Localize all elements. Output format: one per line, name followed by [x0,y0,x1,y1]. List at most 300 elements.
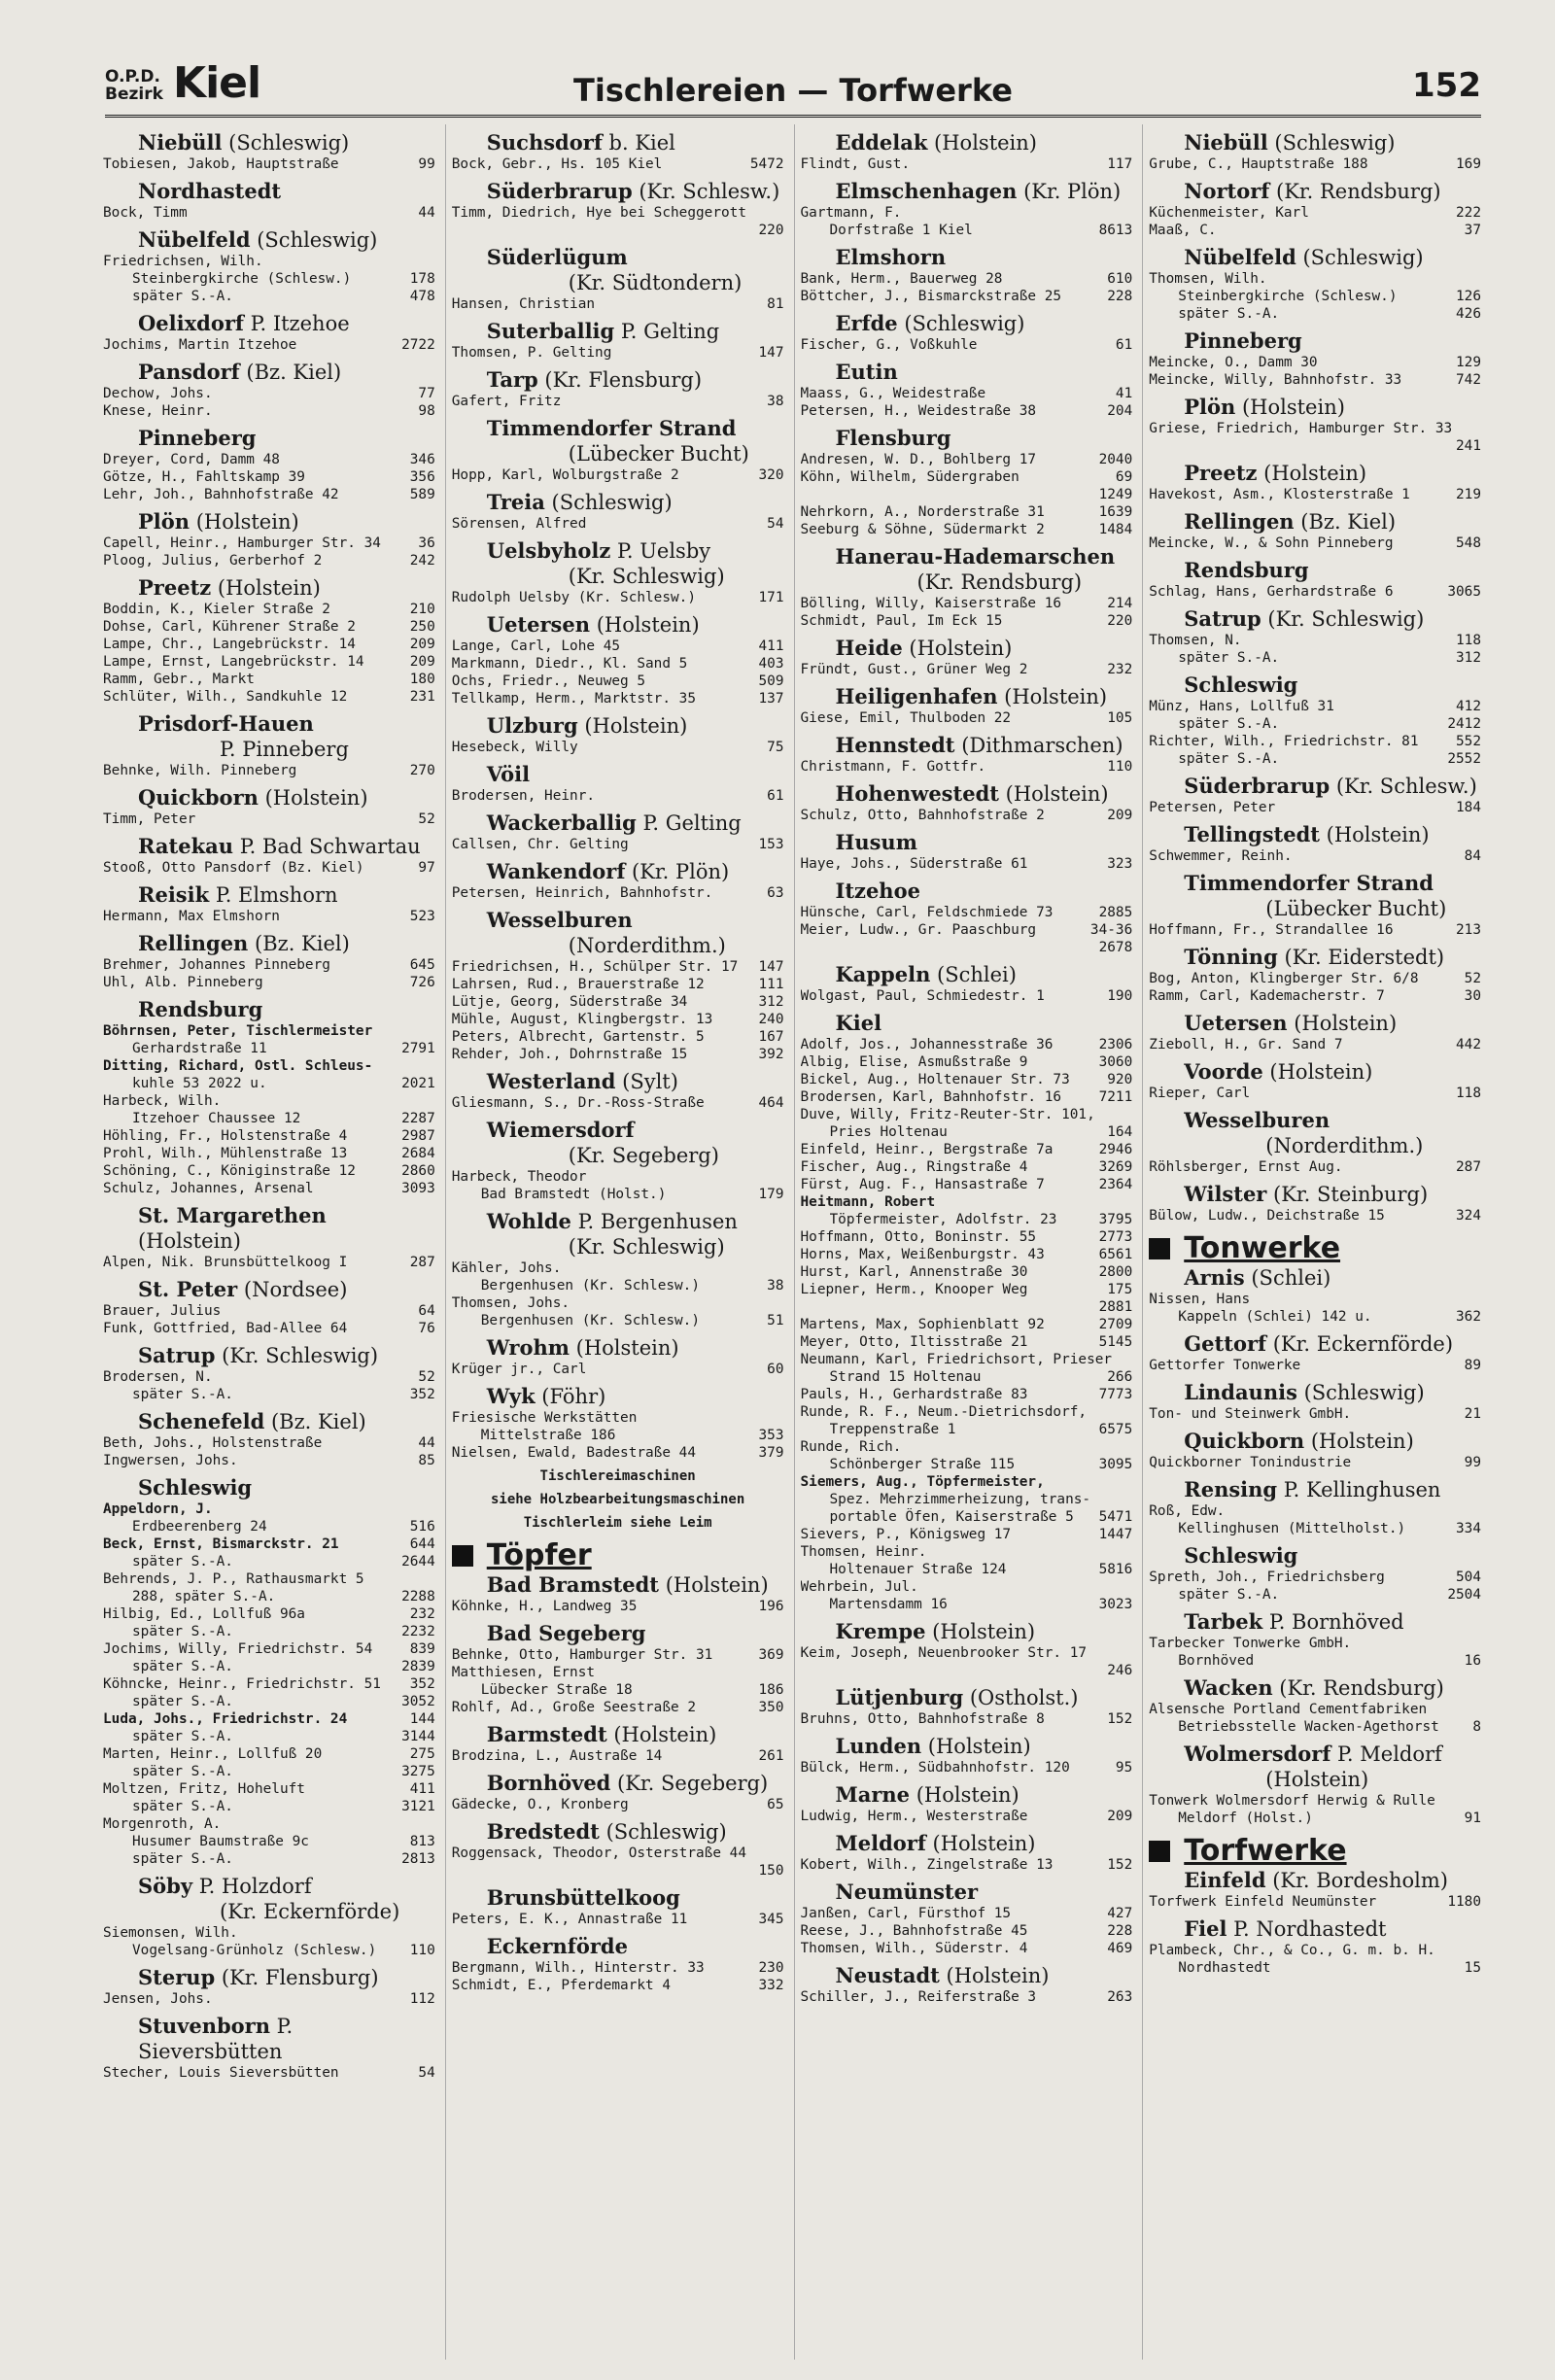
list-item [801,1905,1133,1922]
section-heading [1149,1834,1481,1868]
entry-phone: 8613 [1098,223,1133,238]
entry-phone: 552 [1456,734,1481,749]
place-region: (Kr. Flensburg) [537,368,703,392]
entry-name: Lahrsen, Rud., Brauerstraße 12 [451,977,705,992]
place-heading [103,882,435,908]
list-item [1149,733,1481,750]
entry-name: Martens, Max, Sophienblatt 92 [800,1317,1045,1332]
place-heading [103,1409,435,1434]
list-item [103,1640,435,1658]
list-item [801,503,1133,521]
place-name: Plön [138,509,190,534]
list-item [452,1427,784,1444]
entry-name: Pries Holtenau [829,1124,948,1140]
place-region: (Kr. Segeberg) [610,1772,769,1795]
place-region: (Holstein) [211,576,321,600]
entry-name: Fürst, Aug. F., Hansastraße 7 [800,1177,1045,1192]
place-region: (Bz. Kiel) [264,1410,366,1433]
place-heading [1149,673,1481,698]
entry-phone: 204 [1107,403,1133,419]
list-item [452,1699,784,1716]
place-name: Niebüll [1184,130,1268,155]
place-region: (Holstein) [1257,462,1367,485]
place-name: Wilster [1184,1182,1267,1206]
entry-phone: 352 [409,1676,435,1692]
entry-phone: 2773 [1098,1229,1133,1245]
place-name: Nortorf [1184,179,1270,203]
place-heading [801,311,1133,336]
list-item [801,1386,1133,1403]
entry-phone: 232 [1107,662,1133,677]
entry-name: Holtenauer Straße 124 [829,1562,1007,1577]
entry-name: später S.-A. [132,1554,233,1569]
place-heading [1149,1011,1481,1036]
entry-name: Hopp, Karl, Wolburgstraße 2 [451,467,679,483]
entry-phone: 3095 [1098,1457,1133,1472]
list-item [103,1254,435,1271]
entry-name: Peters, Albrecht, Gartenstr. 5 [451,1029,705,1045]
list-item [452,739,784,756]
entry-phone: 76 [418,1321,435,1336]
list-item [801,468,1133,486]
place-heading [452,762,784,787]
place-region: (Kr. Schleswig) [215,1344,379,1367]
entry-phone: 411 [409,1781,435,1797]
entry-name: Behnke, Otto, Hamburger Str. 31 [451,1647,713,1663]
entry-name: Peters, E. K., Annastraße 11 [451,1912,688,1927]
place-name: Hennstedt [835,733,955,757]
list-item [1149,1454,1481,1471]
list-item [1149,1520,1481,1537]
list-item [103,688,435,706]
list-item [103,1693,435,1710]
place-heading [452,1771,784,1796]
entry-phone: 334 [1456,1521,1481,1536]
place-name: Reisik [138,882,210,907]
entry-name: Spreth, Joh., Friedrichsberg [1149,1569,1385,1585]
entry-name: Köhn, Wilhelm, Südergraben [800,469,1019,485]
entry-phone: 442 [1456,1037,1481,1052]
entry-name: Brodersen, Karl, Bahnhofstr. 16 [800,1089,1062,1105]
entry-name: später S.-A. [132,1694,233,1709]
entry-phone: 320 [758,467,784,483]
place-region: (Holstein) [1235,396,1345,419]
entry-phone: 403 [758,656,784,672]
place-heading [103,834,435,859]
list-item [1149,354,1481,371]
entry-phone: 3023 [1098,1597,1133,1612]
place-region: (Kr. Steinburg) [1266,1183,1429,1206]
place-heading [1149,328,1481,354]
place-name: Wesselburen [486,908,633,932]
list-item [452,787,784,805]
place-heading-continued: (Lübecker Bucht) [1265,897,1447,920]
list-item [103,1535,435,1553]
place-name: Wohlde [486,1209,571,1233]
entry-name: Ditting, Richard, Ostl. Schleus- [103,1058,373,1074]
list-item [801,204,1133,222]
list-item [452,1977,784,1994]
entry-phone: 147 [758,959,784,975]
entry-name: Gerhardstraße 11 [132,1041,267,1056]
entry-name: Roß, Edw. [1149,1503,1226,1519]
place-heading-continued: (Norderdithm.) [1265,1134,1424,1157]
entry-name: Zieboll, H., Gr. Sand 7 [1149,1037,1343,1052]
list-item [103,1162,435,1180]
entry-name: Plambeck, Chr., & Co., G. m. b. H. [1149,1943,1435,1958]
place-name: Wankendorf [486,859,626,883]
place-heading-continued: (Kr. Rendsburg) [916,570,1083,594]
place-name: Suterballig [486,319,615,343]
place-heading [1149,1609,1481,1635]
list-item [452,993,784,1011]
list-item [1149,1291,1481,1308]
list-item [103,762,435,779]
list-item [103,1588,435,1605]
entry-name: später S.-A. [1178,650,1280,666]
place-region: P. Bornhöved [1262,1610,1404,1634]
list-item [1149,222,1481,239]
entry-name: Haye, Johs., Süderstraße 61 [800,856,1028,872]
entry-phone: 36 [418,535,435,551]
place-region: (Holstein) [910,1783,1019,1807]
entry-name: Töpfermeister, Adolfstr. 23 [829,1212,1057,1227]
entry-phone: 5472 [749,156,784,172]
section-title: Töpfer [486,1538,592,1572]
entry-name: Münz, Hans, Lollfuß 31 [1149,699,1334,714]
list-item [452,1681,784,1699]
list-item [452,1747,784,1765]
list-item [1149,535,1481,552]
section-marker-icon [1149,1238,1170,1259]
list-item [801,1438,1133,1456]
list-item [801,1368,1133,1386]
place-heading [801,1963,1133,1988]
list-item [103,1092,435,1110]
list-item [103,2064,435,2082]
list-item [801,451,1133,468]
place-heading [452,908,784,933]
entry-name: Höhling, Fr., Holstenstraße 4 [103,1128,348,1144]
entry-phone: 323 [1107,856,1133,872]
entry-name: später S.-A. [1178,1587,1280,1603]
place-heading [452,1621,784,1646]
entry-name: Dohse, Carl, Kührener Straße 2 [103,619,356,635]
place-heading [1149,822,1481,847]
entry-phone: 164 [1107,1124,1133,1140]
entry-phone: 3121 [401,1799,435,1814]
list-item [103,811,435,828]
place-name: Plön [1184,395,1236,419]
entry-name: Hoffmann, Fr., Strandallee 16 [1149,922,1394,938]
place-name: Elmshorn [835,245,947,269]
place-region: (Dithmarschen) [954,734,1123,757]
list-item [452,1259,784,1277]
entry-name: Alpen, Nik. Brunsbüttelkoog I [103,1255,348,1270]
entry-phone: 516 [409,1519,435,1535]
place-name: Westerland [486,1069,616,1093]
place-region: P. Elmshorn [209,883,338,907]
place-heading [452,130,784,155]
place-name: Wiemersdorf [486,1118,635,1142]
place-heading [1149,1916,1481,1942]
entry-phone: 5145 [1098,1334,1133,1350]
entry-name: Hilbig, Ed., Lollfuß 96a [103,1606,305,1622]
entry-phone: 645 [409,957,435,973]
entry-phone: 412 [1456,699,1481,714]
place-heading [452,1934,784,1959]
entry-phone: 250 [409,619,435,635]
list-item [1149,155,1481,173]
entry-name: Siemers, Aug., Töpfermeister, [800,1474,1045,1490]
list-item [801,709,1133,727]
entry-phone: 1447 [1098,1527,1133,1542]
place-heading [801,636,1133,661]
place-name: Rendsburg [1184,558,1309,582]
place-heading [452,1819,784,1845]
place-name: Preetz [1184,461,1258,485]
place-region: (Holstein) [997,685,1108,708]
list-item [801,1662,1133,1679]
entry-name: Dechow, Johs. [103,386,213,401]
entry-name: Sievers, P., Königsweg 17 [800,1527,1012,1542]
entry-phone: 60 [767,1362,784,1377]
entry-phone: 2885 [1098,905,1133,920]
entry-name: Thomsen, Wilh. [1149,271,1267,287]
entry-name: Maass, G., Weidestraße [800,386,986,401]
entry-phone: 464 [758,1095,784,1111]
place-region: P. Itzehoe [243,312,350,335]
list-item [801,939,1133,956]
entry-phone: 726 [409,975,435,990]
entry-name: später S.-A. [132,1729,233,1744]
entry-phone: 3093 [401,1181,435,1196]
entry-name: Brauer, Julius [103,1303,222,1319]
entry-phone: 30 [1464,988,1481,1004]
place-name: Bornhöved [486,1771,611,1795]
list-item [452,673,784,690]
list-item [801,1263,1133,1281]
entry-phone: 2552 [1447,751,1481,767]
entry-name: Meincke, Willy, Bahnhofstr. 33 [1149,372,1402,388]
entry-phone: 813 [409,1834,435,1849]
entry-name: Giese, Emil, Thulboden 22 [800,710,1012,726]
place-name: Hohenwestedt [835,781,999,806]
entry-phone: 69 [1115,469,1133,485]
place-name: Treia [486,490,545,514]
entry-name: Brodersen, Heinr. [451,788,596,804]
entry-name: Ramm, Gebr., Markt [103,672,255,687]
list-item [1149,632,1481,649]
list-item [103,385,435,402]
entry-phone: 1484 [1098,522,1133,537]
entry-phone: 228 [1107,1923,1133,1939]
place-name: St. Peter [138,1277,238,1301]
place-region: (Holstein) [606,1723,717,1746]
entry-name: Hoffmann, Otto, Boninstr. 55 [800,1229,1037,1245]
entry-phone: 353 [758,1428,784,1443]
entry-phone: 63 [767,885,784,901]
place-heading [801,1782,1133,1808]
entry-phone: 112 [409,1991,435,2007]
entry-name: Thomsen, Heinr. [800,1544,927,1560]
list-item [1149,583,1481,601]
entry-phone: 478 [409,289,435,304]
list-item [452,1845,784,1862]
list-item [801,1333,1133,1351]
entry-name: Husumer Baumstraße 9c [132,1834,309,1849]
list-item [103,1127,435,1145]
entry-name: Morgenroth, A. [103,1816,222,1832]
place-heading [452,416,784,441]
place-region: P. Kellinghusen [1277,1478,1441,1501]
entry-phone: 209 [1107,1809,1133,1824]
entry-phone: 2839 [401,1659,435,1674]
entry-phone: 99 [418,156,435,172]
entry-name: Heitmann, Robert [800,1194,936,1210]
place-region: (Kr. Schlesw.) [632,180,780,203]
place-name: Schleswig [1184,673,1298,697]
entry-name: Fischer, G., Voßkuhle [800,337,978,353]
place-name: Tellingstedt [1184,822,1320,846]
section-marker-icon [1149,1841,1170,1862]
place-name: Lunden [835,1734,922,1758]
entry-name: Gliesmann, S., Dr.-Ross-Straße [451,1095,705,1111]
list-item [801,1940,1133,1957]
entry-name: Grube, C., Hauptstraße 188 [1149,156,1368,172]
list-item [1149,305,1481,323]
entry-phone: 509 [758,673,784,689]
list-item [801,1421,1133,1438]
list-item [1149,486,1481,503]
list-item [1149,270,1481,288]
list-item [801,288,1133,305]
entry-name: Götze, H., Fahltskamp 39 [103,469,305,485]
list-item [103,1386,435,1403]
place-heading [452,811,784,836]
place-region: (Kr. Rendsburg) [1272,1676,1444,1700]
list-item [103,908,435,925]
entry-phone: 2288 [401,1589,435,1604]
district-label: O.P.D. Bezirk [105,67,163,104]
entry-name: Rohlf, Ad., Große Seestraße 2 [451,1700,697,1715]
entry-phone: 356 [409,469,435,485]
section-title: Tonwerke [1184,1231,1341,1265]
place-name: Rellingen [1184,509,1295,534]
place-region: (Holstein) [569,1336,679,1360]
entry-name: später S.-A. [1178,306,1280,322]
place-name: Rensing [1184,1477,1278,1501]
place-name: Voorde [1184,1059,1263,1084]
entry-name: Duve, Willy, Fritz-Reuter-Str. 101, [800,1107,1095,1122]
place-heading [103,1475,435,1500]
entry-name: Betriebsstelle Wacken-Agethorst [1178,1719,1439,1735]
place-heading [801,1685,1133,1710]
entry-phone: 16 [1464,1653,1481,1669]
place-heading-continued: (Kr. Segeberg) [568,1144,719,1167]
place-heading [801,733,1133,758]
place-name: Rellingen [138,931,249,955]
entry-name: Richter, Wilh., Friedrichstr. 81 [1149,734,1419,749]
entry-name: Meier, Ludw., Gr. Paaschburg [800,922,1037,938]
entry-name: Schlüter, Wilh., Sandkuhle 12 [103,689,348,705]
column-2 [445,124,784,2360]
entry-name: Reese, J., Bahnhofstraße 45 [800,1923,1028,1939]
place-region: b. Kiel [602,131,675,155]
place-heading [103,179,435,204]
entry-name: Christmann, F. Gottfr. [800,759,986,775]
entry-name: Lange, Carl, Lohe 45 [451,638,621,654]
column-1 [103,124,435,2360]
entry-name: Dreyer, Cord, Damm 48 [103,452,280,467]
place-heading [1149,1331,1481,1357]
column-3 [794,124,1133,2360]
list-item [452,589,784,606]
list-item [452,1294,784,1312]
entry-phone: 5471 [1098,1509,1133,1525]
place-heading [1149,461,1481,486]
list-item [103,1500,435,1518]
list-item [1149,921,1481,939]
list-item [103,1057,435,1075]
list-item [103,535,435,552]
place-heading [452,1572,784,1598]
list-item [801,1176,1133,1193]
place-name: Niebüll [138,130,223,155]
entry-phone: 230 [758,1960,784,1976]
entry-phone: 95 [1115,1760,1133,1776]
entry-name: kuhle 53 2022 u. [132,1076,267,1091]
list-item [452,884,784,902]
list-item [103,1553,435,1570]
entry-name: Ochs, Friedr., Neuweg 5 [451,673,646,689]
entry-phone: 64 [418,1303,435,1319]
entry-name: Nissen, Hans [1149,1292,1251,1307]
entry-name: Schiller, J., Reiferstraße 3 [800,1989,1037,2005]
entry-phone: 196 [758,1599,784,1614]
list-item [452,1168,784,1186]
list-item [103,1040,435,1057]
entry-name: Stooß, Otto Pansdorf (Bz. Kiel) [103,860,364,876]
place-heading-continued: (Kr. Schleswig) [568,1235,725,1259]
entry-phone: 52 [418,1369,435,1385]
entry-name: Bornhöved [1178,1653,1255,1669]
entry-phone: 2800 [1098,1264,1133,1280]
place-region: (Föhr) [535,1385,606,1408]
list-item [1149,1959,1481,1977]
place-heading [1149,774,1481,799]
entry-phone: 263 [1107,1989,1133,2005]
entry-name: Runde, Rich. [800,1439,902,1455]
entry-phone: 153 [758,837,784,852]
entry-name: Lübecker Straße 18 [480,1682,633,1698]
list-item [103,1570,435,1588]
entry-phone: 2946 [1098,1142,1133,1157]
place-heading [103,711,435,737]
place-heading [103,1203,435,1254]
entry-name: Jochims, Martin Itzehoe [103,337,297,353]
entry-name: Bock, Gebr., Hs. 105 Kiel [451,156,663,172]
entry-name: Spez. Mehrzimmerheizung, trans- [829,1492,1091,1507]
entry-phone: 2504 [1447,1587,1481,1603]
entry-name: Hermann, Max Elmshorn [103,909,280,924]
entry-phone: 61 [767,788,784,804]
place-name: Pansdorf [138,360,240,384]
entry-phone: 2684 [401,1146,435,1161]
entry-phone: 152 [1107,1711,1133,1727]
place-heading-continued: (Norderdithm.) [568,934,726,957]
list-item [103,1833,435,1850]
